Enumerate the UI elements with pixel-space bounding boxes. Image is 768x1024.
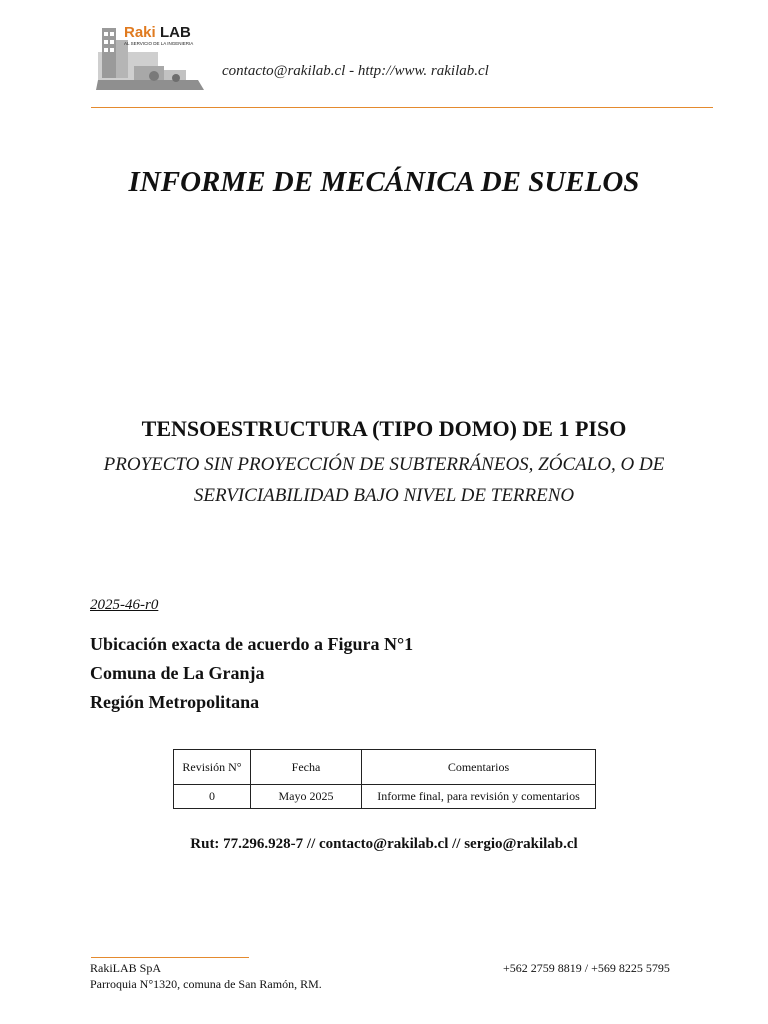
location-line: Región Metropolitana xyxy=(90,692,260,712)
svg-text:AL SERVICIO DE LA INGENIERIA: AL SERVICIO DE LA INGENIERIA xyxy=(124,41,194,46)
report-code: 2025-46-r0 xyxy=(90,597,159,613)
table-header-cell: Revisión N° xyxy=(174,750,251,785)
table-cell: Mayo 2025 xyxy=(251,785,362,809)
footer-address: Parroquia N°1320, comuna de San Ramón, RM. xyxy=(90,977,322,991)
footer-divider xyxy=(91,957,249,958)
project-title: TENSOESTRUCTURA (TIPO DOMO) DE 1 PISO xyxy=(141,416,627,441)
svg-text:Raki: Raki xyxy=(124,24,156,41)
header-divider xyxy=(91,107,713,108)
location-line: Ubicación exacta de acuerdo a Figura N°1 xyxy=(90,634,414,654)
rakilab-logo xyxy=(94,18,206,92)
table-row xyxy=(174,785,596,809)
table-header-row xyxy=(174,750,596,785)
footer-phones: +562 2759 8819 / +569 8225 5795 xyxy=(503,961,670,975)
footer-company: RakiLAB SpA xyxy=(90,961,162,975)
location-line: Comuna de La Granja xyxy=(90,663,265,683)
table-header-cell: Fecha xyxy=(251,750,362,785)
project-subtitle-line-1: PROYECTO SIN PROYECCIÓN DE SUBTERRÁNEOS, ZÓCALO, O DE xyxy=(103,454,665,475)
logo-wordmark xyxy=(124,24,193,46)
svg-text:LAB: LAB xyxy=(160,24,191,41)
table-cell: 0 xyxy=(174,785,251,809)
header-contact: contacto@rakilab.cl - http://www. rakilab.cl xyxy=(222,63,489,79)
document-title: INFORME DE MECÁNICA DE SUELOS xyxy=(128,166,640,198)
revision-table xyxy=(173,749,596,809)
rut-contact-line: Rut: 77.296.928-7 // contacto@rakilab.cl // sergio@rakilab.cl xyxy=(190,836,578,852)
table-cell: Informe final, para revisión y comentarios xyxy=(362,785,596,809)
table-header-cell: Comentarios xyxy=(362,750,596,785)
project-subtitle-line-2: SERVICIABILIDAD BAJO NIVEL DE TERRENO xyxy=(193,485,575,506)
